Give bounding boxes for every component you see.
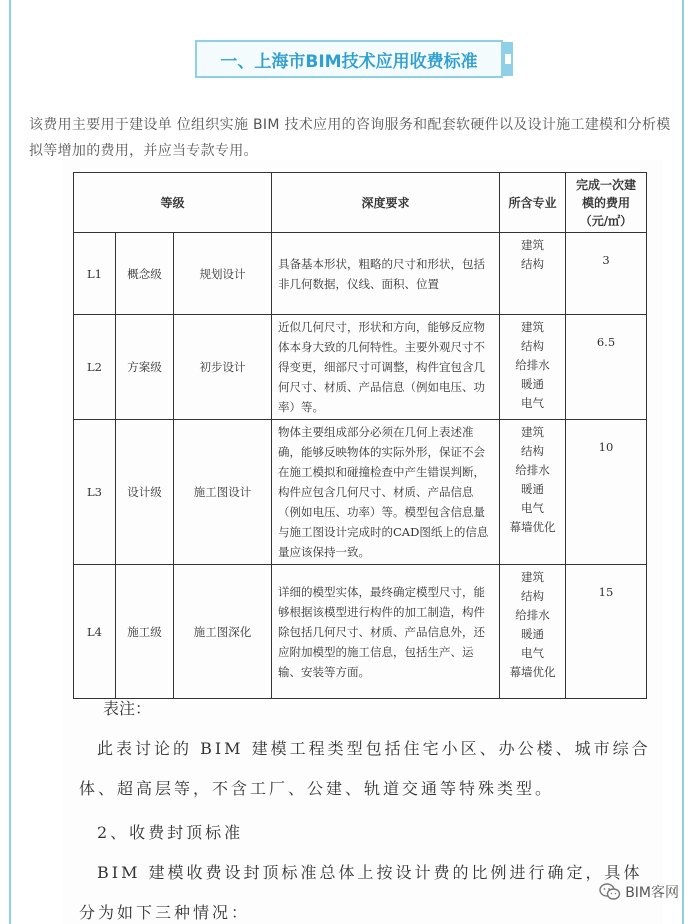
discipline: 电气 bbox=[521, 501, 544, 515]
watermark-text: BIM客网 bbox=[625, 885, 679, 901]
header bbox=[11, 0, 682, 100]
table-row bbox=[74, 420, 647, 565]
disciplines-cell bbox=[500, 565, 566, 699]
notes-line: 此表讨论的 BIM 建模工程类型包括住宅小区、办公楼、城市综合 bbox=[97, 739, 651, 758]
discipline: 建筑 bbox=[521, 320, 544, 334]
level-code: L1 bbox=[74, 233, 116, 315]
watermark bbox=[599, 882, 679, 902]
notes-line: 体、超高层等，不含工厂、公建、轨道交通等特殊类型。 bbox=[79, 779, 555, 798]
discipline: 幕墙优化 bbox=[509, 520, 556, 534]
discipline: 结构 bbox=[521, 257, 544, 271]
disciplines-cell bbox=[500, 233, 566, 315]
discipline: 幕墙优化 bbox=[509, 665, 556, 679]
scanned-document-image bbox=[63, 160, 663, 924]
discipline: 暖通 bbox=[521, 627, 544, 641]
table-header-row bbox=[74, 173, 647, 233]
discipline: 给排水 bbox=[515, 358, 550, 372]
level-grade: 概念级 bbox=[116, 233, 174, 315]
level-grade: 施工级 bbox=[116, 565, 174, 699]
notes-line: BIM 建模收费设封顶标准总体上按设计费的比例进行确定，具体 bbox=[97, 863, 643, 882]
cost-value: 3 bbox=[566, 233, 647, 315]
header-discipline: 所含专业 bbox=[500, 173, 566, 233]
level-code: L4 bbox=[74, 565, 116, 699]
title-decoration bbox=[503, 42, 513, 76]
header-level: 等级 bbox=[74, 173, 272, 233]
level-stage: 施工图深化 bbox=[174, 565, 272, 699]
depth-requirement: 具备基本形状，粗略的尺寸和形状，包括非几何数据，仪线、面积、位置 bbox=[272, 233, 500, 315]
discipline: 结构 bbox=[521, 589, 544, 603]
disciplines-cell bbox=[500, 420, 566, 565]
level-code: L2 bbox=[74, 315, 116, 420]
level-stage: 初步设计 bbox=[174, 315, 272, 420]
table-row bbox=[74, 233, 647, 315]
header-cost bbox=[566, 173, 647, 233]
level-grade: 设计级 bbox=[116, 420, 174, 565]
discipline: 给排水 bbox=[515, 608, 550, 622]
table-row bbox=[74, 315, 647, 420]
cost-value: 15 bbox=[566, 565, 647, 699]
article-frame bbox=[9, 0, 684, 924]
notes-heading: 2、收费封顶标准 bbox=[97, 823, 244, 842]
discipline: 给排水 bbox=[515, 463, 550, 477]
disciplines-cell bbox=[500, 315, 566, 420]
discipline: 电气 bbox=[521, 646, 544, 660]
notes-label: 表注： bbox=[103, 699, 152, 718]
discipline: 结构 bbox=[521, 339, 544, 353]
level-stage: 施工图设计 bbox=[174, 420, 272, 565]
fee-table bbox=[73, 172, 647, 699]
header-cost-line2: 模的费用 bbox=[581, 195, 630, 210]
cost-value: 10 bbox=[566, 420, 647, 565]
depth-requirement: 物体主要组成部分必须在几何上表述准确，能够反映物体的实际外形，保证不会在施工模拟和碰撞检查中产生错误判断，构件应包含几何尺寸、材质、产品信息（例如电压、功率）等。模型包含信息量与施工图设计完成时的CAD图纸上的信息量应该保持一致。 bbox=[272, 420, 500, 565]
level-stage: 规划设计 bbox=[174, 233, 272, 315]
discipline: 建筑 bbox=[521, 570, 544, 584]
header-depth: 深度要求 bbox=[272, 173, 500, 233]
discipline: 电气 bbox=[521, 396, 544, 410]
depth-requirement: 近似几何尺寸，形状和方向，能够反应物体本身大致的几何特性。主要外观尺寸不得变更，细部尺寸可调整，构件宜包含几何尺寸、材质、产品信息（例如电压、功率）等。 bbox=[272, 315, 500, 420]
discipline: 暖通 bbox=[521, 482, 544, 496]
discipline: 结构 bbox=[521, 444, 544, 458]
level-code: L3 bbox=[74, 420, 116, 565]
intro-paragraph: 该费用主要用于建设单 位组织实施 BIM 技术应用的咨询服务和配套软硬件以及设计施工建模和分析模 拟等增加的费用，并应当专款专用。 bbox=[29, 117, 671, 159]
discipline: 暖通 bbox=[521, 377, 544, 391]
depth-requirement: 详细的模型实体，最终确定模型尺寸，能够根据该模型进行构件的加工制造，构件除包括几何尺寸、材质、产品信息外，还应附加模型的施工信息，包括生产、运输、安装等方面。 bbox=[272, 565, 500, 699]
header-cost-line1: 完成一次建 bbox=[575, 177, 636, 192]
discipline: 建筑 bbox=[521, 238, 544, 252]
header-cost-line3: （元/㎡） bbox=[579, 213, 633, 228]
section-title: 一、上海市BIM技术应用收费标准 bbox=[195, 40, 503, 78]
discipline: 建筑 bbox=[521, 425, 544, 439]
level-grade: 方案级 bbox=[116, 315, 174, 420]
cost-value: 6.5 bbox=[566, 315, 647, 420]
notes-line: 分为如下三种情况： bbox=[79, 903, 251, 922]
table-row bbox=[74, 565, 647, 699]
wechat-icon bbox=[599, 883, 621, 901]
